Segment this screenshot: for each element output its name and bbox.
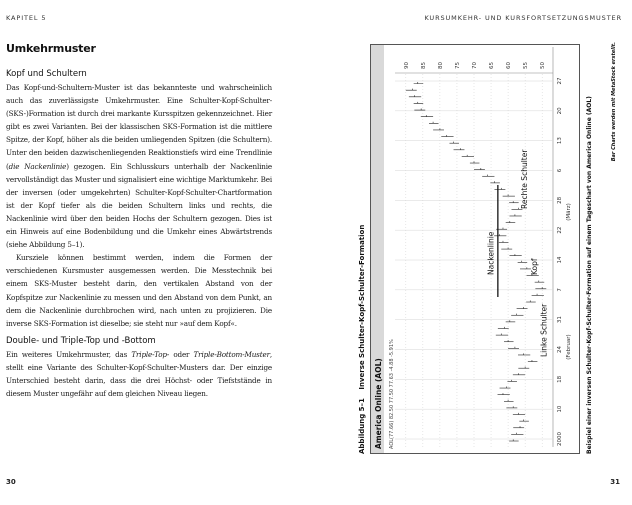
x-tick-label: 18 (557, 375, 563, 383)
annotation-left-shoulder: Linke Schulter (539, 303, 549, 357)
paragraph-text: oder (169, 349, 194, 359)
x-tick-label: 14 (557, 256, 563, 264)
figure-title (358, 225, 366, 454)
y-tick-label: 75 (454, 62, 461, 69)
annotation-neckline: Nackenlinie (486, 231, 496, 275)
x-tick-label: 20 (557, 107, 563, 115)
paragraph-kursziele: Kursziele können bestimmt werden, indem die Formen der verschiedenen Kursmuster ausgemessen werden. Die Messtechnik bei einem SKS-Muster besteht darin, den vertikalen Abstand von der Kopfspitze zur Nackenlinie zu messen und den Abstand von dem Punkt, an dem die Nackenlinie durchbrochen wird, nach unten zu projizieren. Die inverse SKS-Formation ist dieselbe; sie steht nur »auf dem Kopf«. (6, 253, 272, 328)
x-tick-label: 10 (557, 405, 563, 413)
page-number-right: 31 (610, 478, 620, 486)
paragraph-text: Das Kopf-und-Schultern-Muster ist das bekannteste und wahrscheinlich auch das zuverlässigste Umkehrmuster. Eine Schulter-Kopf-Schulter-(SKS-)Formation ist durch drei markante Kursspitzen gekennzeichnet. Hier gibt es zwei Varianten. Bei der klassischen SKS-Formation ist die mittlere Spitze, der Kopf, höher als die beiden umliegenden Spitzen (die Schultern). Unter den beiden dazwischenliegenden Reaktionstiefs wird eine Trendlinie ( (6, 83, 272, 171)
y-tick-label: 65 (489, 62, 496, 69)
page-number-left: 30 (6, 478, 16, 486)
y-tick-label: 60 (506, 62, 513, 69)
chart-annotations (486, 149, 548, 357)
chart-grid (395, 47, 553, 447)
chart-bars (406, 82, 549, 441)
figure-rotated-panel (328, 42, 630, 454)
annotation-head: Kopf (530, 258, 540, 275)
section-heading-kopf-und-schultern: Kopf und Schultern (6, 69, 87, 79)
x-tick-label: 7 (557, 288, 563, 292)
chart-frame (370, 44, 580, 454)
chart-x-ticks (557, 77, 572, 446)
x-tick-label: 31 (557, 316, 563, 324)
x-tick-label: 13 (557, 137, 563, 145)
figure-caption: Beispiel einer inversen Schulter-Kopf-Schulter-Formation auf einem Tageschart von America Online (AOL) (586, 96, 593, 454)
y-tick-label: 55 (523, 62, 530, 69)
y-tick-label: 80 (437, 62, 444, 69)
paragraph-text: ) gezogen. Ein Schlusskurs unterhalb der Nackenlinie vervollständigt das Muster und signalisiert eine wichtige Marktumkehr. Bei der inversen (oder umgekehrten) Schulter-Kopf-Schulter-Chartformation ist der Kopf tiefer als die beiden Schultern links und rechts, die Nackenlinie wird über den beiden Hochs der Schultern gezogen. Dies ist ein Hinweis auf eine Bodenbildung und die Umkehr eines Abwärtstrends (siehe Abbildung 5–1). (6, 161, 272, 250)
section-heading-double-triple: Double- und Triple-Top und -Bottom (6, 335, 156, 346)
month-label: (Februar) (566, 334, 572, 360)
price-chart (371, 45, 579, 453)
y-tick-label: 90 (403, 62, 410, 69)
paragraph-sks-intro (6, 81, 272, 251)
figure-label: Abbildung 5–1 (358, 398, 366, 454)
x-tick-label: 28 (557, 196, 563, 204)
chart-title: America Online (AOL) (374, 358, 383, 449)
y-tick-label: 85 (420, 62, 427, 69)
running-header-left: KAPITEL 5 (6, 14, 47, 22)
x-tick-label: 6 (557, 168, 563, 173)
figure-5-1 (328, 42, 630, 454)
emphasis-triple-bottom: Triple-Bottom-Muster (193, 349, 270, 359)
paragraph-text: Ein weiteres Umkehrmuster, das (6, 349, 132, 359)
running-header-right: KURSUMKEHR- UND KURSFORTSETZUNGSMUSTER (424, 14, 622, 22)
emphasis-nackenlinie: die Nackenlinie (8, 161, 67, 171)
x-tick-label: 22 (557, 226, 563, 234)
figure-credit: Bar Charts werden mit MetaStock erstellt. (611, 42, 617, 162)
x-tick-label: 27 (557, 77, 563, 85)
month-label: (März) (566, 203, 572, 221)
x-tick-label: 2000 (557, 432, 563, 446)
figure-title-text: Inverse Schulter-Kopf-Schulter-Formation (358, 224, 366, 390)
annotation-right-shoulder: Rechte Schulter (519, 149, 529, 209)
x-tick-label: 24 (557, 346, 563, 353)
y-tick-label: 70 (472, 62, 478, 69)
chart-subtitle: AOL(77.66) 82.50 77.50 77.63 -4.88 -5.91% (389, 339, 395, 449)
text-column (6, 42, 272, 400)
page-title: Umkehrmuster (6, 42, 96, 55)
y-tick-label: 50 (540, 62, 547, 69)
paragraph-text: , stellt eine Variante des Schulter-Kopf-Schulter-Musters dar. Der einzige Unterschied besteht darin, dass die drei Höchst- oder Tiefststände in diesem Muster ungefähr auf dem gleichen Niveau liegen. (6, 349, 272, 399)
chart-y-ticks (404, 62, 546, 69)
paragraph-triple-top (6, 348, 272, 400)
emphasis-triple-top: Triple-Top- (131, 349, 170, 359)
